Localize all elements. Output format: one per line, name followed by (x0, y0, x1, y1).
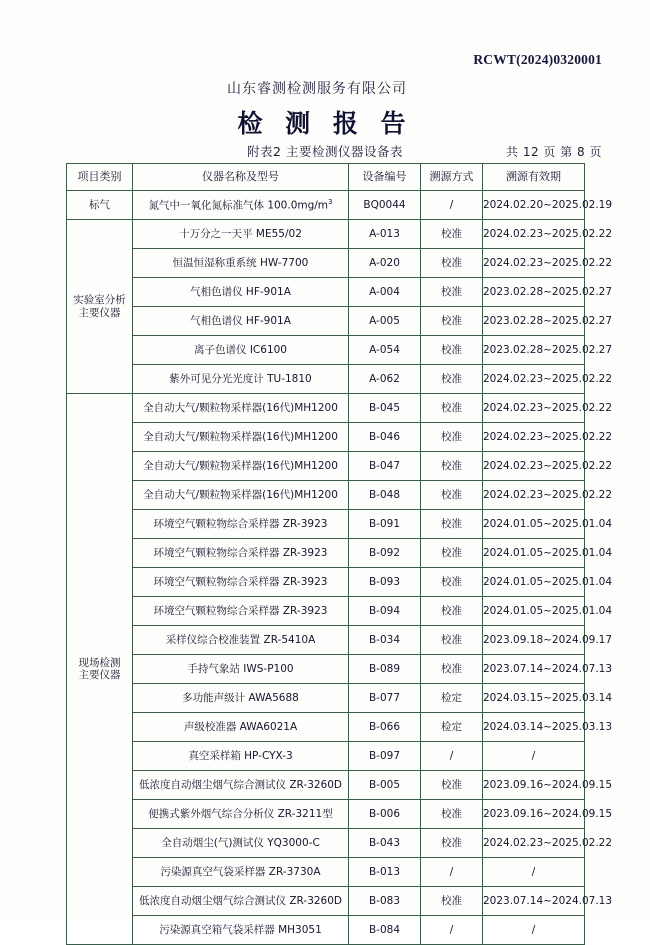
validity-period-cell: 2023.09.16~2024.09.15 (483, 800, 585, 829)
table-row (67, 887, 585, 916)
column-header-valid: 溯源有效期 (483, 164, 585, 191)
equipment-id-cell: B-006 (349, 800, 421, 829)
validity-period-cell: 2024.02.23~2025.02.22 (483, 365, 585, 394)
table-row (67, 220, 585, 249)
equipment-id-cell: A-054 (349, 336, 421, 365)
instrument-name-cell: 恒温恒湿称重系统 HW-7700 (133, 249, 349, 278)
instrument-name-cell: 污染源真空箱气袋采样器 MH3051 (133, 916, 349, 945)
table-row (67, 336, 585, 365)
validity-period-cell: 2023.02.28~2025.02.27 (483, 307, 585, 336)
trace-method-cell: 校准 (421, 539, 483, 568)
equipment-id-cell: B-093 (349, 568, 421, 597)
instrument-name-cell: 环境空气颗粒物综合采样器 ZR-3923 (133, 510, 349, 539)
trace-method-cell: 校准 (421, 365, 483, 394)
table-row (67, 568, 585, 597)
table-row (67, 771, 585, 800)
instrument-name-cell: 环境空气颗粒物综合采样器 ZR-3923 (133, 539, 349, 568)
equipment-id-cell: B-047 (349, 452, 421, 481)
equipment-id-cell: BQ0044 (349, 191, 421, 220)
instrument-name-cell: 污染源真空气袋采样器 ZR-3730A (133, 858, 349, 887)
validity-period-cell: 2024.03.14~2025.03.13 (483, 713, 585, 742)
validity-period-cell: 2024.02.20~2025.02.19 (483, 191, 585, 220)
validity-period-cell: 2024.01.05~2025.01.04 (483, 510, 585, 539)
validity-period-cell: 2024.02.23~2025.02.22 (483, 829, 585, 858)
validity-period-cell: 2024.02.23~2025.02.22 (483, 452, 585, 481)
document-code: RCWT(2024)0320001 (473, 52, 602, 67)
validity-period-cell: 2024.03.15~2025.03.14 (483, 684, 585, 713)
instrument-name-cell: 离子色谱仪 IC6100 (133, 336, 349, 365)
table-subtitle: 附表2 主要检测仪器设备表 (247, 144, 403, 159)
trace-method-cell: 校准 (421, 307, 483, 336)
equipment-id-cell: B-034 (349, 626, 421, 655)
instrument-name-cell: 手持气象站 IWS-P100 (133, 655, 349, 684)
instrument-name-cell: 氮气中一氧化氮标准气体 $100.0mg/m^3$ (133, 191, 349, 220)
page-title: 检 测 报 告 (237, 109, 413, 138)
instrument-name-cell: 全自动大气/颗粒物采样器(16代)MH1200 (133, 423, 349, 452)
trace-method-cell: 校准 (421, 597, 483, 626)
equipment-id-cell: B-083 (349, 887, 421, 916)
equipment-id-cell: B-043 (349, 829, 421, 858)
trace-method-cell: 校准 (421, 278, 483, 307)
validity-period-cell: 2023.09.18~2024.09.17 (483, 626, 585, 655)
table-row (67, 655, 585, 684)
instrument-name-cell: 全自动大气/颗粒物采样器(16代)MH1200 (133, 481, 349, 510)
instrument-name-cell: 气相色谱仪 HF-901A (133, 278, 349, 307)
trace-method-cell: 校准 (421, 626, 483, 655)
equipment-id-cell: A-005 (349, 307, 421, 336)
instrument-name-cell: 多功能声级计 AWA5688 (133, 684, 349, 713)
table-row (67, 858, 585, 887)
instrument-name-cell: 十万分之一天平 ME55/02 (133, 220, 349, 249)
trace-method-cell: 校准 (421, 423, 483, 452)
equipment-id-cell: B-066 (349, 713, 421, 742)
validity-period-cell: 2024.01.05~2025.01.04 (483, 539, 585, 568)
table-row (67, 452, 585, 481)
equipment-id-cell: A-004 (349, 278, 421, 307)
trace-method-cell: / (421, 742, 483, 771)
equipment-id-cell: B-048 (349, 481, 421, 510)
instrument-name-cell: 环境空气颗粒物综合采样器 ZR-3923 (133, 568, 349, 597)
table-row (67, 365, 585, 394)
instrument-name-cell: 真空采样箱 HP-CYX-3 (133, 742, 349, 771)
instrument-name-cell: 声级校准器 AWA6021A (133, 713, 349, 742)
instrument-name-cell: 气相色谱仪 HF-901A (133, 307, 349, 336)
table-header-row (67, 164, 585, 191)
equipment-id-cell: A-062 (349, 365, 421, 394)
equipment-id-cell: A-020 (349, 249, 421, 278)
category-cell: 现场检测 主要仪器 (67, 394, 133, 945)
trace-method-cell: / (421, 916, 483, 945)
equipment-id-cell: A-013 (349, 220, 421, 249)
page-number-info: 共 12 页 第 8 页 (506, 145, 602, 159)
table-row (67, 916, 585, 945)
category-cell: 标气 (67, 191, 133, 220)
instrument-name-cell: 环境空气颗粒物综合采样器 ZR-3923 (133, 597, 349, 626)
validity-period-cell: 2024.02.23~2025.02.22 (483, 220, 585, 249)
equipment-table (66, 163, 613, 945)
equipment-id-cell: B-046 (349, 423, 421, 452)
instrument-name-cell: 低浓度自动烟尘烟气综合测试仪 ZR-3260D (133, 887, 349, 916)
validity-period-cell: 2023.09.16~2024.09.15 (483, 771, 585, 800)
trace-method-cell: 校准 (421, 336, 483, 365)
equipment-id-cell: B-045 (349, 394, 421, 423)
trace-method-cell: 校准 (421, 829, 483, 858)
equipment-id-cell: B-094 (349, 597, 421, 626)
table-row (67, 684, 585, 713)
equipment-id-cell: B-013 (349, 858, 421, 887)
trace-method-cell: 校准 (421, 220, 483, 249)
table-row (67, 249, 585, 278)
validity-period-cell: 2024.02.23~2025.02.22 (483, 481, 585, 510)
validity-period-cell: 2024.01.05~2025.01.04 (483, 597, 585, 626)
validity-period-cell: 2023.02.28~2025.02.27 (483, 278, 585, 307)
table-row (67, 626, 585, 655)
equipment-id-cell: B-084 (349, 916, 421, 945)
instrument-name-cell: 紫外可见分光光度计 TU-1810 (133, 365, 349, 394)
table-row (67, 278, 585, 307)
trace-method-cell: / (421, 858, 483, 887)
trace-method-cell: 校准 (421, 800, 483, 829)
table-row (67, 510, 585, 539)
instrument-name-cell: 全自动烟尘(气)测试仪 YQ3000-C (133, 829, 349, 858)
validity-period-cell: 2024.02.23~2025.02.22 (483, 249, 585, 278)
table-row (67, 742, 585, 771)
trace-method-cell: 校准 (421, 481, 483, 510)
equipment-id-cell: B-097 (349, 742, 421, 771)
validity-period-cell: 2023.07.14~2024.07.13 (483, 655, 585, 684)
table-row (67, 713, 585, 742)
table-row (67, 191, 585, 220)
trace-method-cell: 校准 (421, 655, 483, 684)
trace-method-cell: 校准 (421, 249, 483, 278)
table-row (67, 423, 585, 452)
column-header-trace: 溯源方式 (421, 164, 483, 191)
category-cell: 实验室分析 主要仪器 (67, 220, 133, 394)
table-row (67, 481, 585, 510)
trace-method-cell: 检定 (421, 684, 483, 713)
validity-period-cell: 2024.01.05~2025.01.04 (483, 568, 585, 597)
instrument-name-cell: 便携式紫外烟气综合分析仪 ZR-3211型 (133, 800, 349, 829)
column-header-id: 设备编号 (349, 164, 421, 191)
validity-period-cell: / (483, 742, 585, 771)
trace-method-cell: 检定 (421, 713, 483, 742)
column-header-category: 项目类别 (67, 164, 133, 191)
validity-period-cell: / (483, 916, 585, 945)
validity-period-cell: 2023.02.28~2025.02.27 (483, 336, 585, 365)
equipment-id-cell: B-091 (349, 510, 421, 539)
table-row (67, 394, 585, 423)
validity-period-cell: 2023.07.14~2024.07.13 (483, 887, 585, 916)
table-body (67, 191, 613, 945)
trace-method-cell: 校准 (421, 452, 483, 481)
company-name: 山东睿测检测服务有限公司 (227, 81, 407, 97)
equipment-id-cell: B-005 (349, 771, 421, 800)
instrument-name-cell: 全自动大气/颗粒物采样器(16代)MH1200 (133, 452, 349, 481)
trace-method-cell: 校准 (421, 887, 483, 916)
table-row (67, 307, 585, 336)
validity-period-cell: 2024.02.23~2025.02.22 (483, 423, 585, 452)
table-row (67, 800, 585, 829)
trace-method-cell: / (421, 191, 483, 220)
table-row (67, 597, 585, 626)
instrument-name-cell: 低浓度自动烟尘烟气综合测试仪 ZR-3260D (133, 771, 349, 800)
equipment-id-cell: B-092 (349, 539, 421, 568)
equipment-id-cell: B-077 (349, 684, 421, 713)
trace-method-cell: 校准 (421, 568, 483, 597)
instrument-name-cell: 采样仪综合校准装置 ZR-5410A (133, 626, 349, 655)
table-row (67, 829, 585, 858)
instrument-name-cell: 全自动大气/颗粒物采样器(16代)MH1200 (133, 394, 349, 423)
column-header-name: 仪器名称及型号 (133, 164, 349, 191)
validity-period-cell: 2024.02.23~2025.02.22 (483, 394, 585, 423)
trace-method-cell: 校准 (421, 510, 483, 539)
table-row (67, 539, 585, 568)
trace-method-cell: 校准 (421, 394, 483, 423)
trace-method-cell: 校准 (421, 771, 483, 800)
equipment-id-cell: B-089 (349, 655, 421, 684)
validity-period-cell: / (483, 858, 585, 887)
